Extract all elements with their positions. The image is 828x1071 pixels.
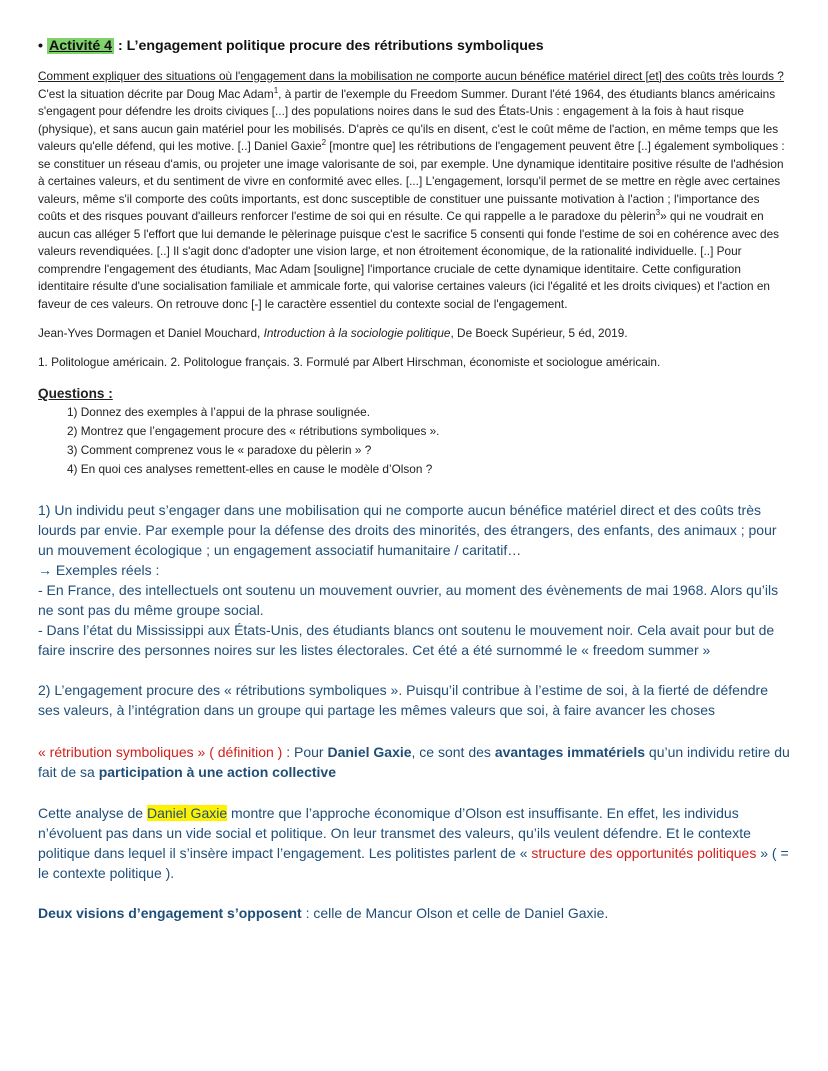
question-item: 2) Montrez que l’engagement procure des « rétributions symboliques ». [67,424,440,438]
footnote-ref-1: 1 [273,85,279,95]
excerpt-part: C'est la situation décrite par Doug Mac Adam [38,86,274,101]
answer-1-text: Un individu peut s’engager dans une mobilisation qui ne comporte aucun bénéfice matériel direct et des coûts très lourds par envie. Par exemple pour la défense des droits des minorités, des étrangers, des enfants, des animaux ; pour un mouvement écologique ; un engagement associatif humanitaire / caritatif… [38,502,777,558]
definition-key-2: participation à une action collective [98,764,336,780]
answer-3-part: » ( = le contexte politique ). [38,845,789,881]
definition-part: qu’un individu retire du fait de sa [38,744,790,780]
answer-3-part: montre que l’approche économique d’Olson est insuffisante. En effet, les individus n’évoluent pas dans un vide social et politique. On leur transmet des valeurs, qu’ils veulent défendre. Et le contexte politique dans lequel il s’insère impact l’engagement. Les politistes parlent de « [38,805,751,861]
questions-list [38,403,790,479]
source-authors: Jean-Yves Dormagen et Daniel Mouchard, [38,326,264,340]
answer-4-text: : celle de Mancur Olson et celle de Daniel Gaxie. [301,905,609,921]
document-page [38,38,790,923]
answer-1-example: - En France, des intellectuels ont soutenu un mouvement ouvrier, au moment des évènements de mai 1968. Alors qu’ils ne sont pas du même groupe social. [38,582,779,618]
answer-1-example: - Dans l’état du Mississippi aux États-Unis, des étudiants blancs ont soutenu le mouvement noir. Cela avait pour but de faire inscrire des personnes noires sur les listes électorales. Cet été a été surnommé le « freedom summer » [38,622,775,658]
question-item: 1) Donnez des exemples à l’appui de la phrase soulignée. [67,405,370,419]
activity-title-text: : L’engagement politique procure des rétributions symboliques [114,38,544,54]
answer-4 [38,903,790,923]
answer-1-number: 1) [38,502,55,518]
excerpt-part: » qui ne voudrait en aucun cas alléger 5 l'effort que lui demande le pèlerinage puisque c'est le sacrifice 5 consenti qui fonde l'estime de soi en cohérence avec des valeurs revendiquées. [..] Il s'agit donc d'adopter une vision large, et non étroitement économique, de la rationalité individuelle. [..] Pour comprendre l'engagement des étudiants, Mac Adam [souligne] l'importance cruciale de cette dynamique identitaire. Cette configuration identitaire résulte d'une socialisation familiale et ammicale forte, qui valorise certaines valeurs (ici l'égalité et les droits civiques) et l'action en faveur de ces valeurs. On retrouve donc [-] le caractère essentiel du contexte social de l'engagement. [38,209,780,311]
answer-3-part: Cette analyse de [38,805,147,821]
definition-part: : Pour [286,744,328,760]
question-item: 4) En quoi ces analyses remettent-elles en cause le modèle d’Olson ? [67,462,433,476]
question-item: 3) Comment comprenez vous le « paradoxe du pèlerin » ? [67,443,372,457]
definition-term: « rétribution symboliques » ( définition ) [38,744,287,760]
answer-4-bold: Deux visions d’engagement s’opposent [38,905,302,921]
excerpt-text [38,68,790,313]
red-term: structure des opportunités politiques [531,845,757,861]
answer-2: 2) L’engagement procure des « rétributions symboliques ». Puisqu’il contribue à l’estime de soi, à la fierté de défendre ses valeurs, à l’intégration dans un groupe qui partage les mêmes valeurs que soi, à faire avancer les choses [38,682,768,718]
answer-1-examples-label: → Exemples réels : [38,562,160,578]
highlighted-name: Daniel Gaxie [146,805,228,821]
definition [38,742,790,782]
bullet: • [38,38,43,54]
source-publisher: , De Boeck Supérieur, 5 éd, 2019. [450,326,628,340]
excerpt-part: , à partir de l'exemple du Freedom Summer. Durant l'été 1964, des étudiants blancs américains s'engagent pour défendre les droits civiques [...] des populations noires dans le sud des États-Unis : engagement à la fois à haut risque (physique), et sans aucun gain matériel pour les mobilisés. D'après ce qu'ils en disent, c'est le coût même de l'action, en même temps que les valeurs qu'elle défend, qui les motive. [..] Daniel Gaxie [38,86,779,153]
answer-1 [38,500,790,660]
footnotes: 1. Politologue américain. 2. Politologue français. 3. Formulé par Albert Hirschman, économiste et sociologue américain. [38,355,661,369]
questions-heading: Questions : [38,386,113,401]
definition-key-1: avantages immatériels [494,744,646,760]
underlined-question: Comment expliquer des situations où l'engagement dans la mobilisation ne comporte aucun bénéfice matériel direct [et] des coûts très lourds ? [38,69,784,83]
definition-author: Daniel Gaxie [327,744,412,760]
activity-title [38,38,790,54]
answer-3 [38,803,790,883]
footnote-ref-2: 2 [321,138,327,148]
source-citation [38,325,790,342]
activity-label: Activité 4 [48,38,113,54]
definition-part: , ce sont des [411,744,495,760]
source-book: Introduction à la sociologie politique [263,326,451,340]
footnote-ref-3: 3 [655,208,661,218]
excerpt-part: [montre que] les rétributions de l'engagement peuvent être [..] également symboliques : se constituer un réseau d'amis, ou projeter une image valorisante de soi, par exemple. Une dynamique identitaire positive résulte de l'adhésion à certaines valeurs, et du sentiment de vivre en conformité avec elles. [...] L'engagement, lorsqu'il permet de se mettre en règle avec certaines valeurs, même s'il comporte des coûts importants, est donc susceptible de constituer une puissante motivation à l'action ; l'importance des coûts et des risques pouvant d'ailleurs renforcer l'estime de soi qui en résulte. Ce qui rappelle a le paradoxe du pèlerin [38,139,785,223]
